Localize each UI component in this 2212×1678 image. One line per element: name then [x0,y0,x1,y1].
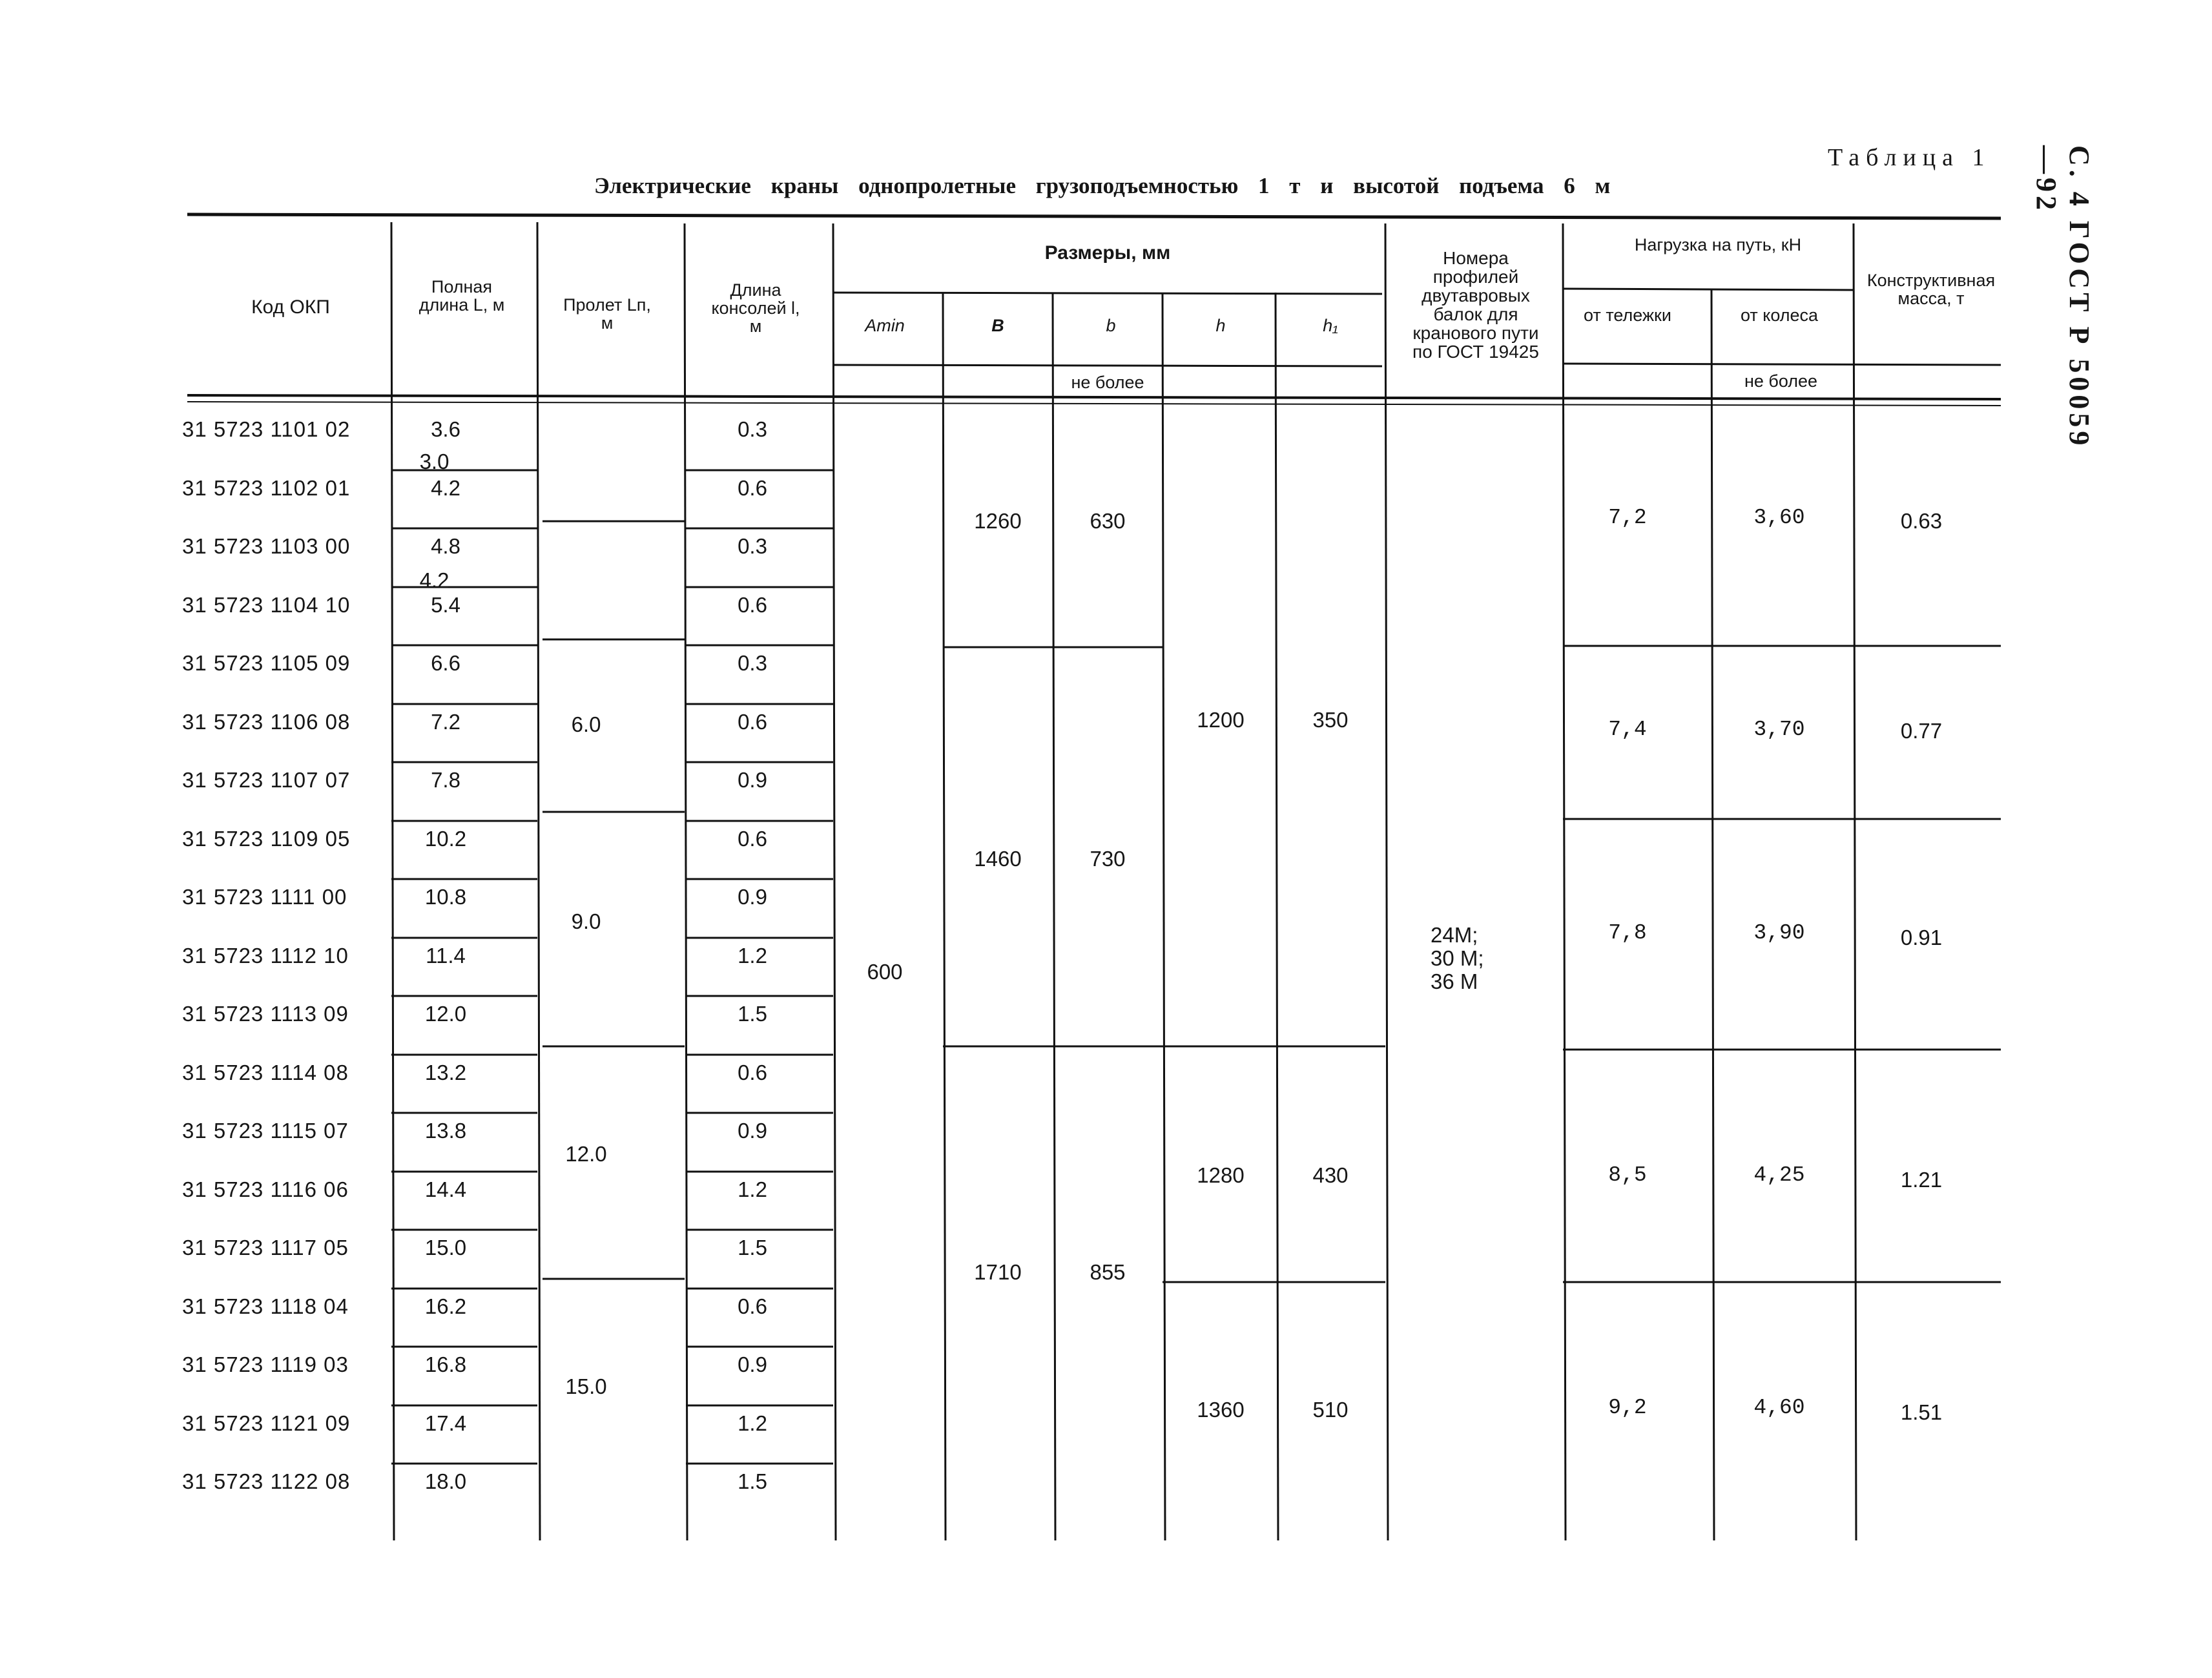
length-cell: 5.4 [431,593,460,617]
okp-code-cell: 31 5723 1103 00 [182,534,351,558]
console-cell: 0.9 [738,1352,767,1376]
length-cell: 7.8 [431,768,460,792]
b-cell: 855 [1090,1260,1126,1284]
profiles-load-divider [1563,223,1566,1540]
side-page-label: С. 4 ГОСТ Р 50059—92 [2031,145,2095,450]
B-cell: 1260 [974,509,1022,533]
header-h: h [1215,316,1226,335]
B-cell: 1710 [974,1260,1022,1284]
okp-code-cell: 31 5723 1119 03 [182,1352,349,1376]
header-bottom-border-2 [187,402,2001,406]
b-h-divider [1163,293,1165,1540]
console-cell: 1.2 [738,1411,767,1435]
span-cell: 6.0 [571,712,601,736]
load-sub-border [1563,289,1854,290]
mass-cell: 0.91 [1900,926,1943,949]
okp-code-cell: 31 5723 1116 06 [182,1177,349,1201]
length-cell: 13.8 [424,1119,467,1143]
load-wheel-cell: 3,60 [1753,506,1805,530]
length-cell: 16.8 [424,1352,467,1376]
okp-code-cell: 31 5723 1117 05 [182,1236,349,1259]
console-cell: 0.9 [738,1119,767,1143]
header-length: Полная длина L, м [419,277,505,315]
length-cell: 7.2 [431,710,460,734]
header-B: B [991,316,1004,335]
okp-code-cell: 31 5723 1106 08 [182,710,351,734]
console-cell: 1.5 [738,1469,767,1493]
header-from-wheel: от колеса [1740,306,1819,325]
b-cell: 630 [1090,509,1126,533]
load-wheel-cell: 4,25 [1753,1163,1805,1187]
length-cell: 14.4 [424,1177,467,1201]
mass-cell: 0.63 [1900,509,1943,533]
mass-cell: 1.51 [1900,1400,1943,1424]
length-cell: 10.2 [424,827,467,851]
load-wheel-cell: 3,70 [1753,718,1805,741]
okp-code-cell: 31 5723 1111 00 [182,885,347,909]
sizes-profiles-divider [1385,223,1388,1540]
table-top-border [187,214,2001,218]
h-h1-divider [1276,293,1278,1540]
header-code: Код ОКП [251,296,330,318]
header-bottom-border [187,395,2001,399]
okp-code-cell: 31 5723 1115 07 [182,1119,349,1143]
h1-cell: 430 [1312,1163,1349,1187]
length-cell: 17.4 [424,1411,467,1435]
okp-code-cell: 31 5723 1104 10 [182,593,351,617]
span-cell: 12.0 [565,1142,607,1166]
okp-code-cell: 31 5723 1122 08 [182,1469,351,1493]
header-not-more-load: не более [1744,371,1818,391]
okp-code-cell: 31 5723 1109 05 [182,827,351,851]
h-cell: 1360 [1197,1398,1245,1422]
load-unit-border [1563,364,2001,365]
length-cell: 15.0 [424,1236,467,1259]
length-cell: 4.2 [431,476,460,500]
length-cell: 6.6 [431,651,460,675]
load-trolley-cell: 7,4 [1608,718,1647,741]
header-from-trolley: от тележки [1584,306,1671,325]
h1-cell: 510 [1312,1398,1349,1422]
console-cell: 1.2 [738,944,767,968]
length-cell: 11.4 [426,944,466,968]
console-cell: 1.5 [738,1236,767,1259]
okp-code-cell: 31 5723 1113 09 [182,1002,349,1026]
length-cell: 13.2 [424,1061,467,1084]
mass-cell: 0.77 [1900,719,1943,743]
load-trolley-cell: 8,5 [1608,1163,1647,1187]
h-cell: 1280 [1197,1163,1245,1187]
console-cell: 0.3 [738,417,767,441]
table-title: Электрические краны однопролетные грузоподъемностью 1 т и высотой подъема 6 м [594,173,1611,198]
sizes-sub-border [833,293,1382,294]
console-cell: 0.6 [738,710,767,734]
h-cell: 1200 [1197,708,1245,732]
okp-code-cell: 31 5723 1101 02 [182,417,351,441]
profile-line: 36 М [1431,969,1478,993]
load-trolley-cell: 7,2 [1608,506,1647,530]
header-span: Пролет Lп, м [563,295,651,333]
length-cell: 12.0 [424,1002,467,1026]
okp-code-cell: 31 5723 1114 08 [182,1061,349,1084]
okp-code-cell: 31 5723 1107 07 [182,768,351,792]
load-wheel-cell: 4,60 [1753,1396,1805,1420]
console-cell: 1.5 [738,1002,767,1026]
span-cell: 15.0 [565,1374,607,1398]
sizes-unit-border [833,365,1382,366]
profile-line: 30 М; [1431,946,1484,970]
load-wheel-cell: 3,90 [1753,921,1805,945]
profiles-cell [1431,924,1560,993]
console-cell: 0.6 [738,827,767,851]
okp-code-cell: 31 5723 1118 04 [182,1294,349,1318]
load-trolley-cell: 9,2 [1608,1396,1647,1420]
a-min-cell: 600 [867,960,903,984]
header-sizes: Размеры, мм [1044,242,1171,264]
trolley-wheel-divider [1711,289,1714,1540]
load-trolley-cell: 7,8 [1608,921,1647,945]
header-h1: h₁ [1323,316,1338,335]
console-cell: 0.6 [738,1294,767,1318]
length-cell: 16.2 [424,1294,467,1318]
console-cell: 0.6 [738,476,767,500]
header-mass: Конструктивная масса, т [1866,271,1996,308]
console-cell: 0.3 [738,534,767,558]
h1-cell: 350 [1312,708,1349,732]
length-cell: 18.0 [424,1469,467,1493]
B-cell: 1460 [974,847,1022,871]
length-cell: 4.8 [431,534,460,558]
okp-code-cell: 31 5723 1121 09 [182,1411,351,1435]
mass-cell: 1.21 [1900,1168,1943,1192]
length-span-divider [537,222,540,1540]
console-cell: 0.6 [738,593,767,617]
header-profiles: Номера профилей двутавровых балок для кранового пути по ГОСТ 19425 [1412,248,1539,362]
B-b-divider [1053,293,1055,1540]
console-sizes-divider [833,223,836,1540]
length-cell: 10.8 [424,885,467,909]
span-cell: 9.0 [571,909,601,933]
okp-code-cell: 31 5723 1112 10 [182,944,349,968]
span-cell: 4.2 [419,568,450,592]
header-b: b [1106,316,1116,335]
header-console: Длина консолей l, м [711,280,800,336]
table-number-label: Таблица 1 [1828,144,1991,171]
console-cell: 0.6 [738,1061,767,1084]
amin-B-divider [943,293,946,1540]
span-cell: 3.0 [419,450,450,473]
header-not-more-sizes: не более [1071,373,1144,392]
length-cell: 3.6 [431,417,460,441]
header-a-min: Amin [865,316,905,335]
console-cell: 0.3 [738,651,767,675]
profile-line: 24М; [1431,923,1478,947]
console-cell: 0.9 [738,768,767,792]
okp-code-cell: 31 5723 1105 09 [182,651,351,675]
okp-code-cell: 31 5723 1102 01 [182,476,351,500]
header-load: Нагрузка на путь, кН [1634,235,1802,254]
console-cell: 0.9 [738,885,767,909]
load-mass-divider [1854,223,1856,1540]
b-cell: 730 [1090,847,1126,871]
console-cell: 1.2 [738,1177,767,1201]
